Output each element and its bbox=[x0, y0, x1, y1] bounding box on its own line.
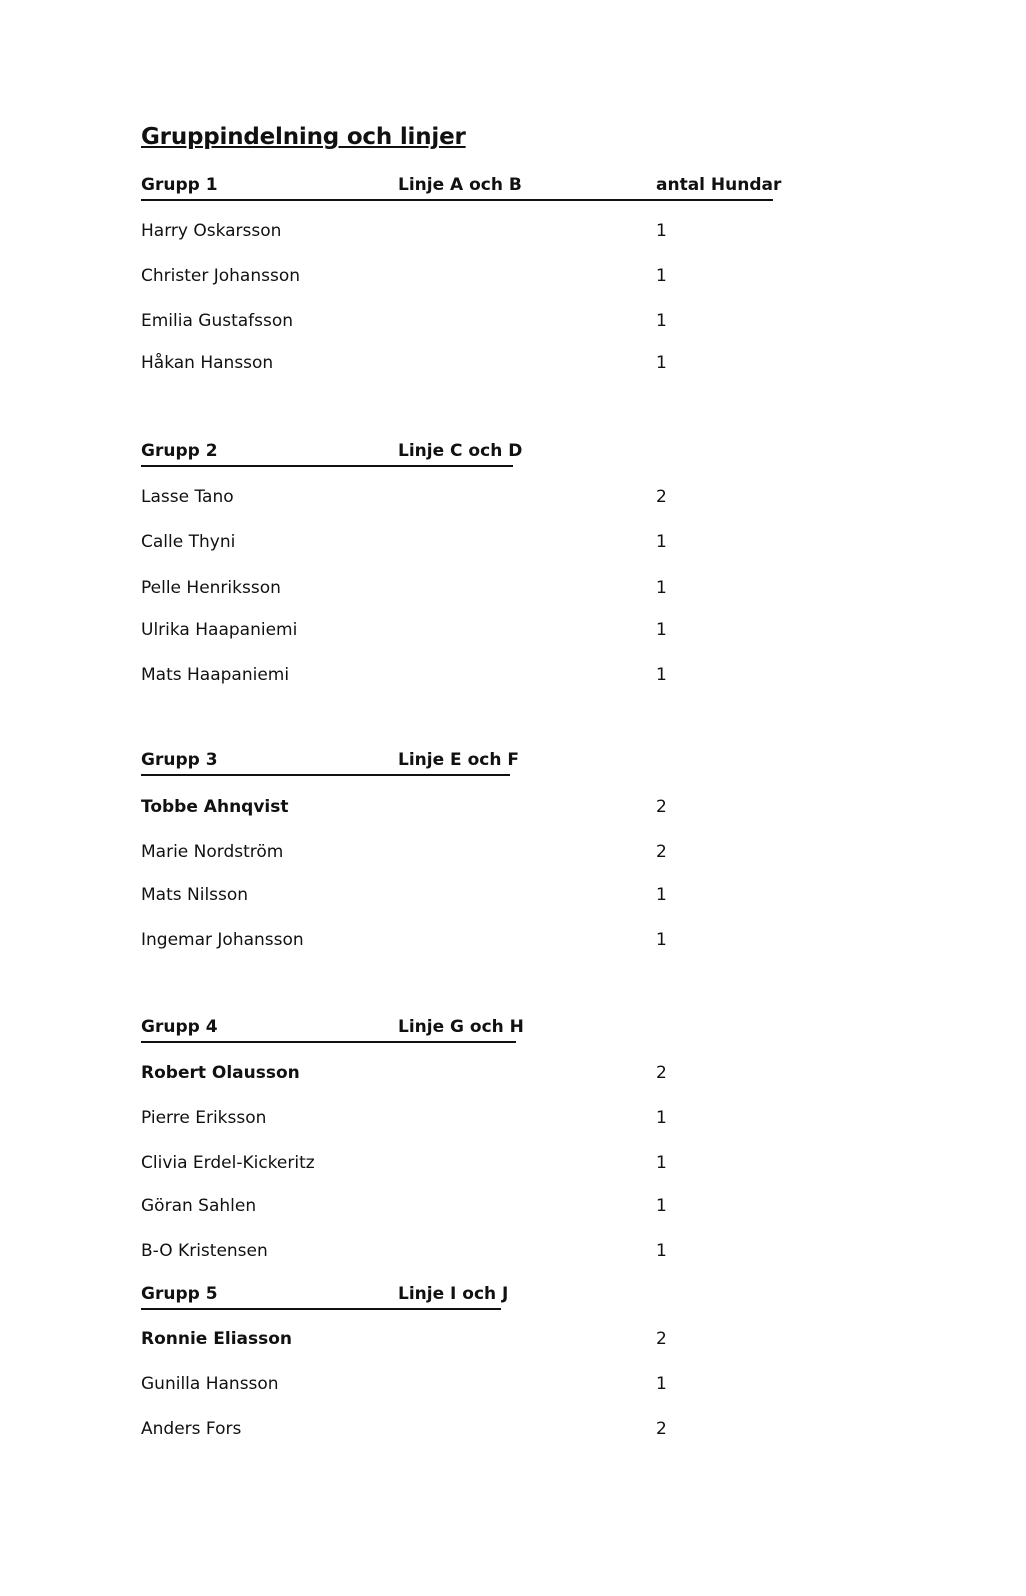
group-2-header bbox=[141, 441, 523, 467]
member-name: Håkan Hansson bbox=[141, 353, 274, 373]
dog-count: 2 bbox=[656, 797, 667, 817]
list-item bbox=[141, 1194, 701, 1218]
dog-count: 2 bbox=[656, 1329, 667, 1349]
member-name: Ulrika Haapaniemi bbox=[141, 620, 298, 640]
group-line: Linje E och F bbox=[398, 750, 519, 770]
list-item bbox=[141, 1239, 701, 1263]
member-name: Tobbe Ahnqvist bbox=[141, 797, 289, 817]
dog-count: 2 bbox=[656, 487, 667, 507]
group-line: Linje A och B bbox=[398, 175, 522, 195]
group-3-header bbox=[141, 750, 519, 776]
dog-count: 1 bbox=[656, 1241, 667, 1261]
member-name: Mats Nilsson bbox=[141, 885, 249, 905]
member-name: Pierre Eriksson bbox=[141, 1108, 267, 1128]
list-item bbox=[141, 1061, 701, 1085]
list-item bbox=[141, 1327, 701, 1351]
group-5-header bbox=[141, 1284, 509, 1310]
dog-count: 1 bbox=[656, 266, 667, 286]
member-name: Ronnie Eliasson bbox=[141, 1329, 293, 1349]
list-item bbox=[141, 576, 701, 600]
dog-count: 1 bbox=[656, 665, 667, 685]
dog-count: 2 bbox=[656, 842, 667, 862]
dog-count: 1 bbox=[656, 311, 667, 331]
list-item bbox=[141, 840, 701, 864]
group-name: Grupp 2 bbox=[141, 441, 218, 461]
dog-count: 2 bbox=[656, 1419, 667, 1439]
dog-count: 1 bbox=[656, 930, 667, 950]
list-item bbox=[141, 264, 701, 288]
list-item bbox=[141, 1417, 701, 1441]
member-name: B-O Kristensen bbox=[141, 1241, 268, 1261]
group-1-header bbox=[141, 175, 782, 201]
dog-count: 1 bbox=[656, 1153, 667, 1173]
dog-count: 2 bbox=[656, 1063, 667, 1083]
list-item bbox=[141, 309, 701, 333]
group-name: Grupp 4 bbox=[141, 1017, 218, 1037]
group-name: Grupp 1 bbox=[141, 175, 218, 195]
member-name: Göran Sahlen bbox=[141, 1196, 257, 1216]
dog-count: 1 bbox=[656, 532, 667, 552]
member-name: Lasse Tano bbox=[141, 487, 234, 507]
list-item bbox=[141, 351, 701, 375]
group-name: Grupp 5 bbox=[141, 1284, 218, 1304]
member-name: Pelle Henriksson bbox=[141, 578, 281, 598]
group-line: Linje C och D bbox=[398, 441, 523, 461]
member-name: Gunilla Hansson bbox=[141, 1374, 279, 1394]
member-name: Harry Oskarsson bbox=[141, 221, 282, 241]
member-name: Clivia Erdel-Kickeritz bbox=[141, 1153, 315, 1173]
member-name: Marie Nordström bbox=[141, 842, 284, 862]
dog-count-header: antal Hundar bbox=[656, 175, 782, 195]
member-name: Anders Fors bbox=[141, 1419, 242, 1439]
member-name: Christer Johansson bbox=[141, 266, 301, 286]
group-4-header bbox=[141, 1017, 524, 1043]
dog-count: 1 bbox=[656, 885, 667, 905]
dog-count: 1 bbox=[656, 1196, 667, 1216]
list-item bbox=[141, 485, 701, 509]
list-item bbox=[141, 928, 701, 952]
dog-count: 1 bbox=[656, 1108, 667, 1128]
page-title: Gruppindelning och linjer bbox=[141, 124, 466, 150]
member-name: Robert Olausson bbox=[141, 1063, 300, 1083]
list-item bbox=[141, 883, 701, 907]
list-item bbox=[141, 219, 701, 243]
member-name: Calle Thyni bbox=[141, 532, 236, 552]
dog-count: 1 bbox=[656, 1374, 667, 1394]
list-item bbox=[141, 1372, 701, 1396]
group-line: Linje G och H bbox=[398, 1017, 524, 1037]
list-item bbox=[141, 1151, 701, 1175]
dog-count: 1 bbox=[656, 578, 667, 598]
list-item bbox=[141, 795, 701, 819]
member-name: Ingemar Johansson bbox=[141, 930, 304, 950]
list-item bbox=[141, 530, 701, 554]
member-name: Emilia Gustafsson bbox=[141, 311, 294, 331]
member-name: Mats Haapaniemi bbox=[141, 665, 290, 685]
dog-count: 1 bbox=[656, 353, 667, 373]
list-item bbox=[141, 663, 701, 687]
dog-count: 1 bbox=[656, 620, 667, 640]
list-item bbox=[141, 1106, 701, 1130]
list-item bbox=[141, 618, 701, 642]
group-name: Grupp 3 bbox=[141, 750, 218, 770]
group-line: Linje I och J bbox=[398, 1284, 509, 1304]
dog-count: 1 bbox=[656, 221, 667, 241]
